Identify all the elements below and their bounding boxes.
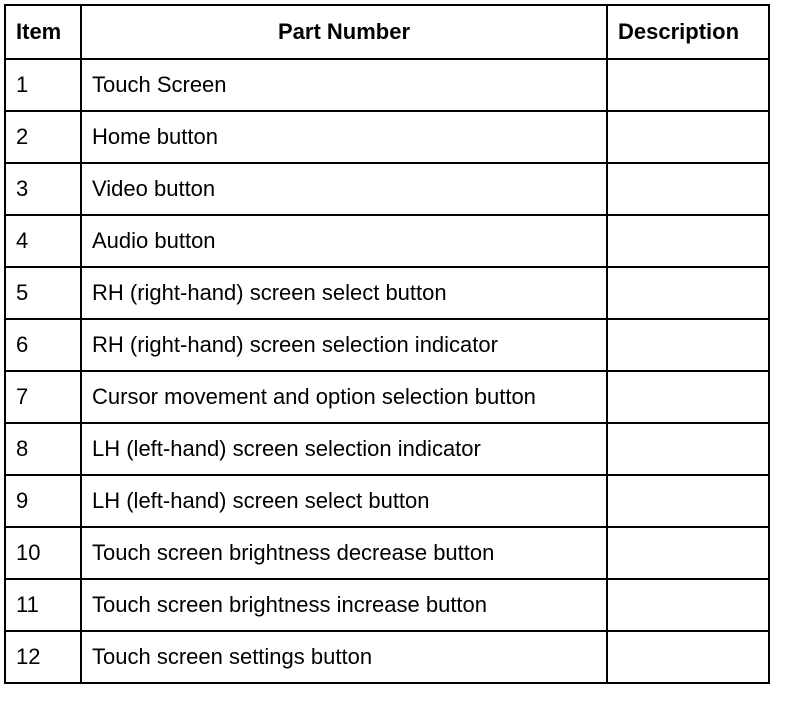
part-cell: Video button	[81, 163, 607, 215]
item-cell: 2	[5, 111, 81, 163]
table-row	[5, 423, 769, 475]
table-row	[5, 319, 769, 371]
header-part-number: Part Number	[81, 5, 607, 59]
part-cell: LH (left-hand) screen select button	[81, 475, 607, 527]
table-row	[5, 111, 769, 163]
part-cell: Touch screen settings button	[81, 631, 607, 683]
table-row	[5, 215, 769, 267]
header-description: Description	[607, 5, 769, 59]
header-item: Item	[5, 5, 81, 59]
description-cell	[607, 475, 769, 527]
description-cell	[607, 527, 769, 579]
item-cell: 7	[5, 371, 81, 423]
description-cell	[607, 423, 769, 475]
description-cell	[607, 59, 769, 111]
item-cell: 11	[5, 579, 81, 631]
parts-table	[4, 4, 770, 684]
item-cell: 9	[5, 475, 81, 527]
description-cell	[607, 215, 769, 267]
item-cell: 3	[5, 163, 81, 215]
part-cell: Touch screen brightness increase button	[81, 579, 607, 631]
description-cell	[607, 111, 769, 163]
description-cell	[607, 579, 769, 631]
table-row	[5, 475, 769, 527]
description-cell	[607, 319, 769, 371]
item-cell: 5	[5, 267, 81, 319]
table-row	[5, 631, 769, 683]
description-cell	[607, 631, 769, 683]
table-row	[5, 527, 769, 579]
part-cell: LH (left-hand) screen selection indicator	[81, 423, 607, 475]
item-cell: 6	[5, 319, 81, 371]
table-row	[5, 267, 769, 319]
part-cell: Home button	[81, 111, 607, 163]
item-cell: 4	[5, 215, 81, 267]
header-row	[5, 5, 769, 59]
item-cell: 12	[5, 631, 81, 683]
item-cell: 8	[5, 423, 81, 475]
description-cell	[607, 267, 769, 319]
table-row	[5, 163, 769, 215]
table-row	[5, 579, 769, 631]
description-cell	[607, 371, 769, 423]
description-cell	[607, 163, 769, 215]
part-cell: RH (right-hand) screen select button	[81, 267, 607, 319]
table-row	[5, 371, 769, 423]
table-row	[5, 59, 769, 111]
part-cell: Touch screen brightness decrease button	[81, 527, 607, 579]
part-cell: Touch Screen	[81, 59, 607, 111]
part-cell: RH (right-hand) screen selection indicator	[81, 319, 607, 371]
part-cell: Cursor movement and option selection button	[81, 371, 607, 423]
item-cell: 10	[5, 527, 81, 579]
part-cell: Audio button	[81, 215, 607, 267]
item-cell: 1	[5, 59, 81, 111]
